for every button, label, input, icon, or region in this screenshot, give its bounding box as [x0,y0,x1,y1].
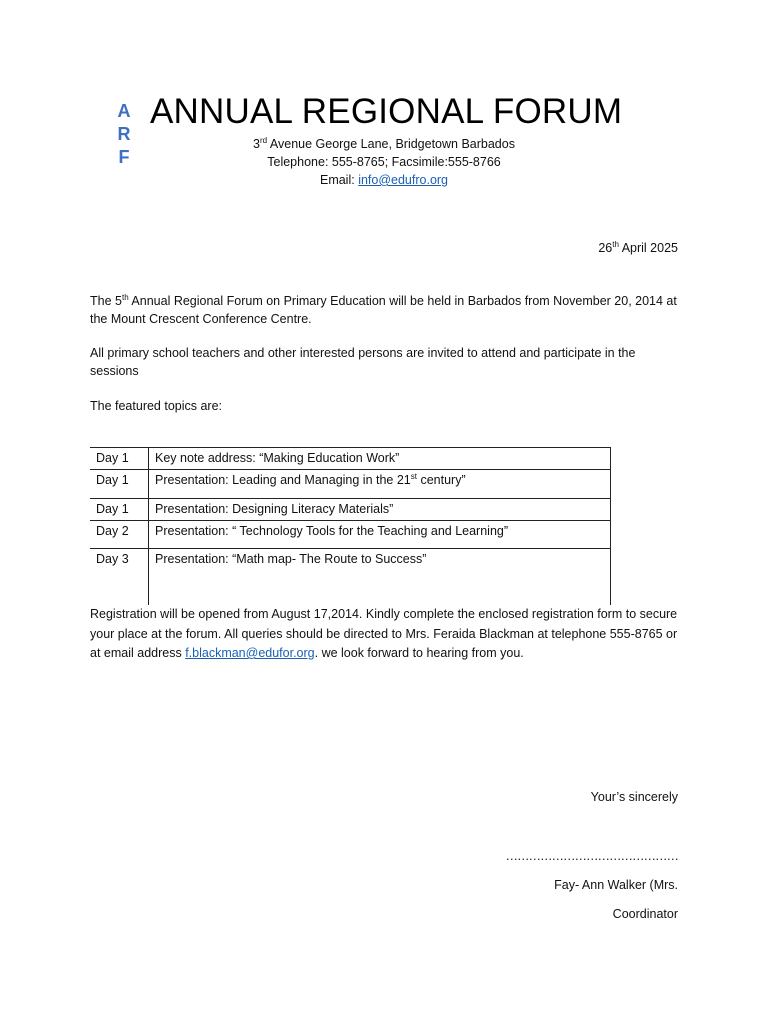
topic-title: Key note address: “Making Education Work” [149,448,611,470]
topic-title: Presentation: “Math map- The Route to Success” [149,549,611,605]
letterhead-title: ANNUAL REGIONAL FORUM [150,92,623,131]
topic-title-suffix: st [410,471,417,481]
letter-date [598,241,678,255]
topics-table [90,447,611,605]
intro-pre: The 5 [90,294,122,308]
topic-title-post: century” [416,473,466,487]
table-row [90,470,611,499]
table-row [90,549,611,605]
logo-monogram [115,100,133,169]
logo-letter-a: A [117,101,131,121]
registration-paragraph [90,605,680,664]
topic-day: Day 3 [90,549,149,605]
address-number: 3 [253,137,260,151]
signature-line: ……………………………………… [505,849,678,863]
email-label: Email: [319,173,359,187]
signatory-role: Coordinator [612,907,678,921]
letterhead-telephone: Telephone: 555-8765; Facsimile:555-8766 [267,155,501,169]
topic-day: Day 2 [90,521,149,549]
topic-day: Day 1 [90,470,149,499]
table-row [90,521,611,549]
topic-title: Presentation: Designing Literacy Materials” [149,499,611,521]
table-row [90,448,611,470]
registration-email-link[interactable]: f.blackman@edufor.org [185,646,315,660]
signatory-name: Fay- Ann Walker (Mrs. [554,878,678,892]
date-suffix: th [612,239,619,249]
letterhead-address [184,135,584,153]
date-day: 26 [598,241,613,255]
topics-intro: The featured topics are: [90,399,223,413]
intro-suffix: th [121,292,129,302]
table-row [90,499,611,521]
letterhead-email-line [184,171,584,189]
topic-title-pre: Presentation: Leading and Managing in the 21 [155,473,411,487]
topic-day: Day 1 [90,448,149,470]
email-link[interactable]: info@edufro.org [358,173,449,187]
closing-salutation: Your’s sincerely [590,790,678,804]
topic-title: Presentation: “ Technology Tools for the Teaching and Learning” [149,521,611,549]
intro-paragraph [90,292,680,328]
logo-letter-r: R [117,124,131,144]
invitation-paragraph: All primary school teachers and other interested persons are invited to attend and participate in the sessions [90,346,636,378]
topic-day: Day 1 [90,499,149,521]
logo-letter-f: F [118,147,130,167]
topic-title [149,470,611,499]
intro-post: Annual Regional Forum on Primary Education will be held in Barbados from November 20, 2014 at the Mount Crescent Conference Centre. [90,294,677,326]
registration-closing: . we look forward to hearing from you. [314,646,524,660]
address-suffix: rd [259,135,268,145]
registration-text: Registration will be opened from August 17,2014. Kindly complete the enclosed registration form to secure your place at the forum. All queries should be directed to Mrs. Feraida Blackman at telephone 555-8765 or at email address [90,607,678,660]
date-rest: April 2025 [618,241,678,255]
address-street: Avenue George Lane, Bridgetown Barbados [267,137,515,151]
